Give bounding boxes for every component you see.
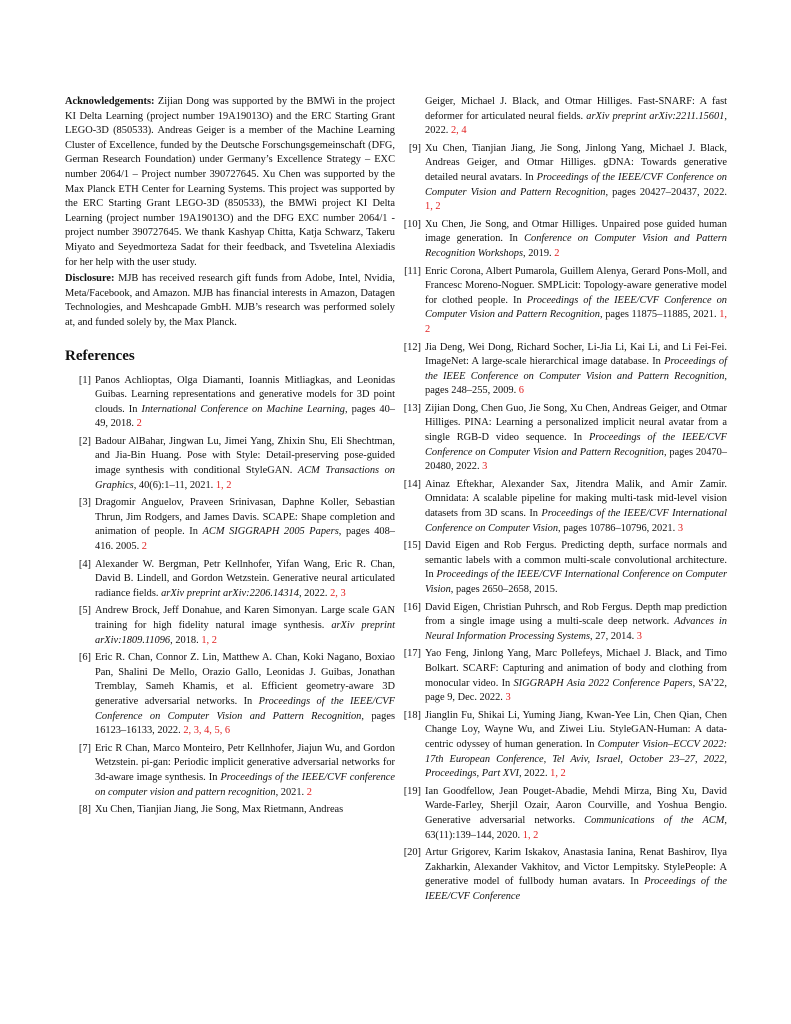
reference-item xyxy=(395,142,727,215)
reference-backlinks[interactable]: 2 xyxy=(306,786,312,798)
reference-authors-title: Andrew Brock, Jeff Donahue, and Karen Simonyan. Large scale GAN training for high fidelity natural image synthesis. xyxy=(95,605,395,631)
reference-number: [15] xyxy=(403,540,421,552)
reference-backlinks[interactable]: 6 xyxy=(518,385,524,397)
reference-authors-title: Eric R Chan, Marco Monteiro, Petr Kellnhofer, Jiajun Wu, and Gordon Wetzstein. pi-gan: Periodic implicit generative adversarial networks for 3d-aware image synthesis. In xyxy=(95,742,395,783)
reference-backlinks[interactable]: 2 xyxy=(141,541,147,553)
reference-item xyxy=(395,341,727,399)
reference-number: [1] xyxy=(78,374,91,386)
reference-authors-title: Zijian Dong, Chen Guo, Jie Song, Xu Chen, Andreas Geiger, and Otmar Hilliges. PINA: Learning a personalized implicit neural avatar from a single RGB-D video sequence. In xyxy=(425,402,727,444)
reference-number: [7] xyxy=(78,742,91,754)
reference-backlinks[interactable]: 1, 2 xyxy=(201,634,217,646)
reference-number: [18] xyxy=(403,709,421,721)
reference-authors-title: Dragomir Anguelov, Praveen Srinivasan, Daphne Koller, Sebastian Thrun, Jim Rodgers, and James Davis. SCAPE: Shape completion and animation of people. In xyxy=(95,497,395,538)
reference-number: [2] xyxy=(78,435,91,447)
reference-backlinks[interactable]: 1, 2 xyxy=(522,829,539,841)
reference-details: , pages 11875–11885, 2021. xyxy=(599,309,720,321)
right-column xyxy=(395,95,727,907)
reference-backlinks[interactable]: 1, 2 xyxy=(425,201,441,213)
reference-details: , pages 20470–20480, 2022. xyxy=(425,446,728,473)
reference-item xyxy=(65,558,395,602)
reference-venue: Proceedings of the IEEE/CVF International Conference on Computer Vision xyxy=(425,569,727,595)
reference-backlinks[interactable]: 2 xyxy=(136,418,142,430)
reference-venue: Proceedings of the IEEE/CVF conference on computer vision and pattern recognition xyxy=(95,771,395,798)
reference-details: , 2019. xyxy=(523,247,555,259)
reference-number: [5] xyxy=(78,605,91,617)
reference-list-left xyxy=(65,374,395,818)
reference-item xyxy=(395,785,727,843)
reference-number: [6] xyxy=(78,652,91,664)
reference-item xyxy=(395,218,727,262)
reference-venue: SIGGRAPH Asia 2022 Conference Papers xyxy=(513,677,693,689)
reference-authors-title: Xu Chen, Tianjian Jiang, Jie Song, Jinlong Yang, Michael J. Black, Andreas Geiger, and Otmar Hilliges. gDNA: Towards generative detailed neural avatars. In xyxy=(425,142,727,183)
reference-venue: ACM Transactions on Graphics xyxy=(95,465,395,491)
reference-item xyxy=(395,265,727,338)
reference-number: [11] xyxy=(404,265,421,277)
reference-item xyxy=(395,539,727,597)
references-heading: References xyxy=(65,347,135,364)
reference-venue: Proceedings of the IEEE/CVF Conference on Computer Vision and Pattern Recognition xyxy=(425,171,727,198)
reference-authors-title: Enric Corona, Albert Pumarola, Guillem Alenya, Gerard Pons-Moll, and Francesc Moreno-Noguer. SMPLicit: Topology-aware generative model for clothed people. In xyxy=(425,265,727,306)
reference-item xyxy=(395,647,727,705)
reference-authors-title: Ian Goodfellow, Jean Pouget-Abadie, Mehdi Mirza, Bing Xu, David Warde-Farley, Sherjil Ozair, Aaron Courville, and Yoshua Bengio. Generative adversarial networks. xyxy=(425,785,727,826)
reference-item xyxy=(65,803,395,818)
reference-authors-title: Ainaz Eftekhar, Alexander Sax, Jitendra Malik, and Amir Zamir. Omnidata: A scalable pipeline for making multi-task mid-level vision datasets from 3D scans. In xyxy=(425,478,727,520)
reference-item xyxy=(395,846,727,904)
acknowledgements-text: Zijian Dong was supported by the BMWi in the project KI Delta Learning (project number 19A19013O) and the ERC Starting Grant LEGO-3D (850533). Andreas Geiger is a member of the Machine Learning Cluster of Excellence, funded by the Deutsche Forschungsgemeinschaft (DFG, German Research Foundation) under Germany’s Excellence Strategy – EXC number 2064/1 – Project number 390727645. Xu Chen was supported by the Max Planck ETH Center for Learning Systems. This project was supported by the ERC Starting Grant LEGO-3D (850533), the BMWi project KI Delta Learning (project number 19A19013O) and the DFG EXC number 2064/1 - project number 390727645. We thank Kashyap Chitta, Katja Schwarz, Takeru Miyato and Seyedmorteza Sadat for their feedback, and Tsvetelina Alexiadis for her help with the user study. xyxy=(65,96,395,268)
reference-details: , 2022. xyxy=(298,587,331,599)
reference-number: [17] xyxy=(403,648,421,660)
reference-item xyxy=(65,604,395,648)
reference-number: [16] xyxy=(403,601,421,613)
reference-backlinks[interactable]: 1, 2 xyxy=(425,309,727,335)
reference-venue: Proceedings of the IEEE Conference on Computer Vision and Pattern Recognition xyxy=(425,356,727,382)
reference-venue: Computer Vision–ECCV 2022: 17th European Conference, Tel Aviv, Israel, October 23–27, 2022, Proceedings, Part XVI xyxy=(425,738,727,780)
reference-number: [14] xyxy=(403,478,421,490)
reference-backlinks[interactable]: 3 xyxy=(505,692,511,704)
reference-item xyxy=(395,601,727,645)
reference-item xyxy=(395,478,727,536)
reference-backlinks[interactable]: 3 xyxy=(636,630,642,642)
reference-authors-title: David Eigen and Rob Fergus. Predicting depth, surface normals and semantic labels with a common multi-scale convolutional architecture. In xyxy=(425,540,727,581)
acknowledgements-paragraph xyxy=(65,95,395,270)
reference-number: [19] xyxy=(403,785,421,797)
left-column xyxy=(65,95,395,821)
reference-details: , SA’22, page 9, Dec. 2022. xyxy=(425,677,727,704)
reference-venue: Advances in Neural Information Processing Systems xyxy=(425,616,728,642)
reference-venue: ACM SIGGRAPH 2005 Papers xyxy=(202,526,339,538)
reference-item xyxy=(65,651,395,739)
reference-venue: Proceedings of the IEEE/CVF Conference on Computer Vision and Pattern Recognition xyxy=(95,695,395,722)
reference-details: , 63(11):139–144, 2020. xyxy=(425,814,727,841)
reference-venue: Proceedings of the IEEE/CVF International Conference on Computer Vision xyxy=(425,508,727,534)
reference-authors-title: Badour AlBahar, Jingwan Lu, Jimei Yang, Zhixin Shu, Eli Shechtman, and Jia-Bin Huang. Pose with Style: Detail-preserving pose-guided image synthesis with conditional StyleGAN. xyxy=(95,435,395,477)
reference-backlinks[interactable]: 3 xyxy=(677,522,684,534)
reference-authors-title: David Eigen, Christian Puhrsch, and Rob Fergus. Depth map prediction from a single image using a multi-scale deep network. xyxy=(425,601,727,628)
reference-details: , 2018. xyxy=(170,634,202,646)
reference-authors-title: Xu Chen, Jie Song, and Otmar Hilliges. Unpaired pose guided human image generation. In xyxy=(425,218,727,245)
reference-item xyxy=(65,374,395,432)
reference-authors-title: Geiger, Michael J. Black, and Otmar Hilliges. Fast-SNARF: A fast deformer for articulated neural fields. xyxy=(425,96,727,122)
reference-number: [20] xyxy=(403,847,421,859)
reference-venue: arXiv preprint arXiv:2206.14314 xyxy=(161,587,299,599)
reference-details: , 27, 2014. xyxy=(590,630,637,642)
reference-backlinks[interactable]: 1, 2 xyxy=(550,768,566,780)
reference-venue: Proceedings of the IEEE/CVF Conference xyxy=(425,876,727,902)
reference-details: , pages 2650–2658, 2015. xyxy=(450,584,558,595)
reference-venue: arXiv preprint arXiv:1809.11096 xyxy=(95,620,395,646)
reference-item xyxy=(65,742,395,800)
reference-number: [12] xyxy=(403,341,421,353)
reference-backlinks[interactable]: 2, 3 xyxy=(330,587,346,599)
reference-backlinks[interactable]: 2 xyxy=(554,247,560,259)
reference-authors-title: Xu Chen, Tianjian Jiang, Jie Song, Max Rietmann, Andreas xyxy=(95,804,344,816)
disclosure-text: MJB has received research gift funds from Adobe, Intel, Nvidia, Meta/Facebook, and Amazon. MJB has financial interests in Amazon, Datagen Technologies, and Meshcapade GmbH. MJB’s research was performed solely at, and funded solely by, the Max Planck. xyxy=(65,273,395,328)
reference-authors-title: Artur Grigorev, Karim Iskakov, Anastasia Ianina, Renat Bashirov, Ilya Zakharkin, Alexander Vakhitov, and Victor Lempitsky. StylePeople: A generative model of fullbody human avatars. In xyxy=(425,847,727,888)
reference-list-right xyxy=(395,95,727,904)
acknowledgements-heading: Acknowledgements: xyxy=(65,96,155,107)
reference-authors-title: Alexander W. Bergman, Petr Kellnhofer, Yifan Wang, Eric R. Chan, David B. Lindell, and Gordon Wetzstein. Generative neural articulated radiance fields. xyxy=(95,558,395,599)
reference-backlinks[interactable]: 2, 3, 4, 5, 6 xyxy=(183,725,231,737)
reference-details: , 2021. xyxy=(275,786,307,798)
reference-details: , pages 408–416. 2005. xyxy=(95,526,395,553)
reference-authors-title: Yao Feng, Jinlong Yang, Marc Pollefeys, Michael J. Black, and Timo Bolkart. SCARF: Capturing and animation of body and clothing from monocular video. In xyxy=(425,648,727,689)
reference-details: , 40(6):1–11, 2021. xyxy=(133,479,216,491)
reference-item xyxy=(395,402,727,475)
reference-item xyxy=(395,95,727,139)
reference-venue: Communications of the ACM xyxy=(584,814,725,826)
reference-backlinks[interactable]: 1, 2 xyxy=(215,479,232,491)
reference-item xyxy=(65,496,395,554)
reference-venue: Conference on Computer Vision and Pattern Recognition Workshops xyxy=(425,233,727,259)
reference-authors-title: Jia Deng, Wei Dong, Richard Socher, Li-Jia Li, Kai Li, and Li Fei-Fei. ImageNet: A large-scale hierarchical image database. In xyxy=(425,341,727,368)
reference-item xyxy=(395,709,727,782)
reference-number: [9] xyxy=(408,142,421,154)
reference-backlinks[interactable]: 2, 4 xyxy=(450,125,467,137)
reference-number: [3] xyxy=(78,497,91,509)
reference-backlinks[interactable]: 3 xyxy=(482,461,488,473)
reference-number: [8] xyxy=(78,804,91,816)
reference-venue: Proceedings of the IEEE/CVF Conference on Computer Vision and Pattern Recognition xyxy=(425,294,727,321)
reference-details: , 2022. xyxy=(518,768,551,780)
reference-details: , 2022. xyxy=(425,110,727,137)
reference-authors-title: Eric R. Chan, Connor Z. Lin, Matthew A. Chan, Koki Nagano, Boxiao Pan, Shalini De Mello, Orazio Gallo, Leonidas J. Guibas, Jonathan Tremblay, Sameh Khamis, et al. Efficient geometry-aware 3D generative adversarial networks. In xyxy=(95,652,395,707)
reference-details: , pages 248–255, 2009. xyxy=(425,370,727,397)
reference-item xyxy=(65,435,395,493)
reference-number: [13] xyxy=(403,402,421,414)
reference-venue: arXiv preprint arXiv:2211.15601 xyxy=(586,110,725,122)
reference-details: , pages 10786–10796, 2021. xyxy=(558,522,678,534)
reference-details: , pages 40–49, 2018. xyxy=(95,403,395,430)
reference-authors-title: Panos Achlioptas, Olga Diamanti, Ioannis Mitliagkas, and Leonidas Guibas. Learning representations and generative models for 3D point clouds. In xyxy=(95,374,395,415)
reference-venue: Proceedings of the IEEE/CVF Conference on Computer Vision and Pattern Recognition xyxy=(425,432,727,458)
reference-venue: International Conference on Machine Learning xyxy=(141,403,346,415)
reference-details: , pages 20427–20437, 2022. xyxy=(605,186,727,198)
reference-authors-title: Jianglin Fu, Shikai Li, Yuming Jiang, Kwan-Yee Lin, Chen Qian, Chen Change Loy, Wayne Wu, and Ziwei Liu. StyleGAN-Human: A data-centric odyssey of human generation. In xyxy=(425,709,727,750)
reference-details: , pages 16123–16133, 2022. xyxy=(95,710,395,737)
disclosure-paragraph xyxy=(65,272,395,330)
reference-number: [4] xyxy=(78,558,91,570)
disclosure-heading: Disclosure: xyxy=(65,273,115,285)
reference-number: [10] xyxy=(403,218,421,230)
